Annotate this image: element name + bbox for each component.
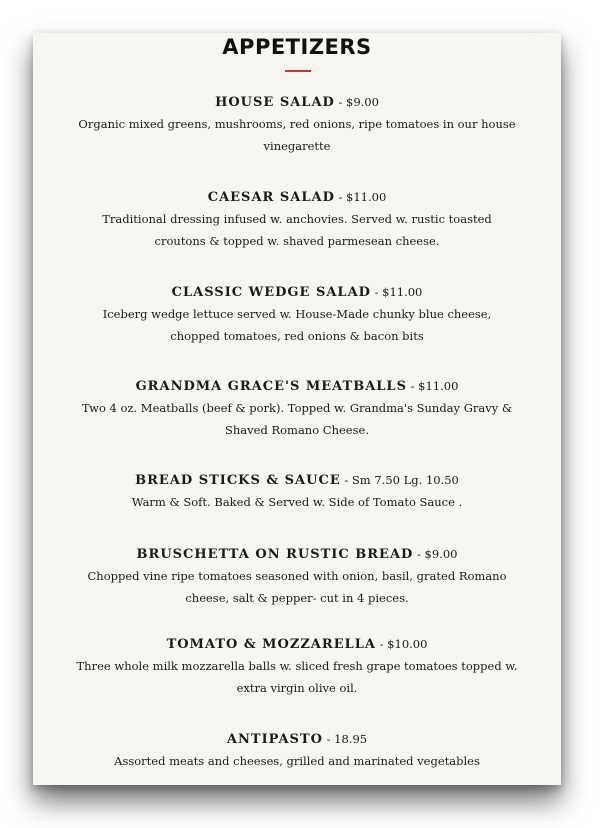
menu-item-name: HOUSE SALAD (215, 95, 335, 110)
menu-item-name: CLASSIC WEDGE SALAD (171, 285, 371, 300)
menu-item-price: - $11.00 (406, 379, 459, 393)
menu-item-description: Warm & Soft. Baked & Served w. Side of Tomato Sauce . (131, 495, 463, 509)
menu-item-name: ANTIPASTO (226, 732, 323, 747)
menu-item-price: - $11.00 (370, 285, 423, 299)
menu-item-price: - $9.00 (413, 547, 458, 561)
menu-item-description: Organic mixed greens, mushrooms, red onions, ripe tomatoes in our house vinegarette (78, 117, 516, 153)
menu-item-description: Two 4 oz. Meatballs (beef & pork). Topped w. Grandma's Sunday Gravy & Shaved Romano Cheese. (81, 401, 513, 437)
menu-item-description: Iceberg wedge lettuce served w. House-Made chunky blue cheese, chopped tomatoes, red onions & bacon bits (102, 307, 492, 343)
menu-item-bread-sticks (33, 471, 561, 513)
heading-accent-rule (285, 70, 311, 72)
menu-item-description: Assorted meats and cheeses, grilled and marinated vegetables (114, 754, 480, 768)
menu-item-price: - $11.00 (334, 190, 387, 204)
menu-item-name: BREAD STICKS & SAUCE (135, 473, 341, 488)
menu-item-name: GRANDMA GRACE'S MEATBALLS (135, 379, 407, 394)
menu-item-name: BRUSCHETTA ON RUSTIC BREAD (136, 547, 414, 562)
menu-item-price: - $10.00 (375, 637, 428, 651)
menu-item-house-salad (33, 93, 561, 157)
menu-item-price: - Sm 7.50 Lg. 10.50 (340, 473, 459, 487)
menu-item-price: - $9.00 (334, 95, 379, 109)
menu-item-name: TOMATO & MOZZARELLA (166, 637, 376, 652)
menu-item-caesar-salad (33, 188, 561, 252)
menu-item-description: Traditional dressing infused w. anchovies. Served w. rustic toasted croutons & topped w. shaved parmesean cheese. (102, 212, 492, 248)
menu-item-description: Chopped vine ripe tomatoes seasoned with onion, basil, grated Romano cheese, salt & pepper- cut in 4 pieces. (87, 569, 507, 605)
menu-item-price: - 18.95 (322, 732, 368, 746)
menu-item-description: Three whole milk mozzarella balls w. sliced fresh grape tomatoes topped w. extra virgin olive oil. (76, 659, 518, 695)
menu-page (33, 33, 561, 785)
menu-item-meatballs (33, 377, 561, 441)
section-heading: APPETIZERS (222, 35, 372, 59)
menu-item-name: CAESAR SALAD (207, 190, 335, 205)
menu-item-bruschetta (33, 545, 561, 609)
menu-item-tomato-mozzarella (33, 635, 561, 699)
menu-item-antipasto (33, 730, 561, 772)
menu-item-classic-wedge-salad (33, 283, 561, 347)
